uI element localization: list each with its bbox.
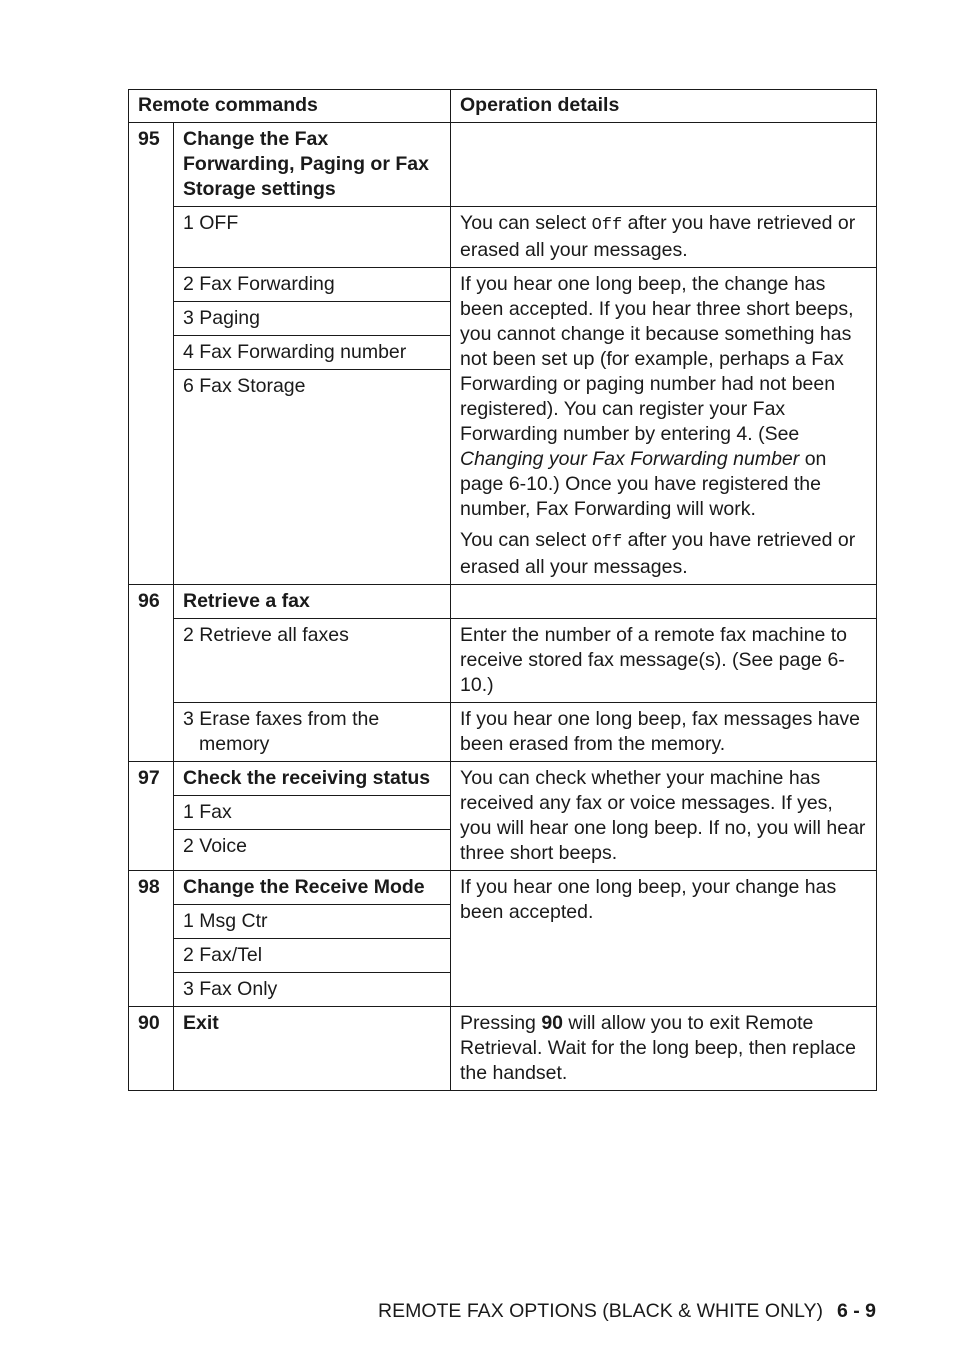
header-operation-details: Operation details [451, 90, 877, 123]
page-footer [0, 1300, 876, 1323]
table-row [129, 207, 877, 268]
subcommand-label: 3 Fax Only [174, 973, 451, 1007]
command-code: 96 [129, 585, 174, 762]
command-title: Retrieve a fax [174, 585, 451, 619]
detail-empty [451, 585, 877, 619]
table-header-row [129, 90, 877, 123]
command-title: Change the Fax Forwarding, Paging or Fax Storage settings [174, 123, 451, 207]
subcommand-label: 3 Paging [174, 302, 451, 336]
table-row [129, 585, 877, 619]
command-title: Change the Receive Mode [174, 871, 451, 905]
operation-detail: Pressing 90 will allow you to exit Remote Retrieval. Wait for the long beep, then replace the handset. [451, 1007, 877, 1091]
subcommand-label: 1 Fax [174, 796, 451, 830]
subcommand-label: 2 Retrieve all faxes [174, 619, 451, 703]
command-code: 98 [129, 871, 174, 1007]
detail-paragraph: You can select Off after you have retrieved or erased all your messages. [460, 529, 856, 578]
operation-detail: You can select Off after you have retrieved or erased all your messages. [451, 207, 877, 268]
table-row [129, 1007, 877, 1091]
page-number: 6 - 9 [836, 1300, 876, 1322]
table-row [129, 268, 877, 302]
table-row [129, 762, 877, 796]
subcommand-label: 1 Msg Ctr [174, 905, 451, 939]
remote-commands-table [128, 89, 877, 1091]
subcommand-label: 2 Voice [174, 830, 451, 871]
subcommand-label: 6 Fax Storage [174, 370, 451, 585]
detail-empty [451, 123, 877, 207]
subcommand-label: 2 Fax Forwarding [174, 268, 451, 302]
table-row [129, 703, 877, 762]
operation-detail [451, 268, 877, 585]
subcommand-label: 4 Fax Forwarding number [174, 336, 451, 370]
header-remote-commands: Remote commands [129, 90, 451, 123]
command-code: 90 [129, 1007, 174, 1091]
subcommand-label: 3 Erase faxes from the memory [174, 703, 451, 762]
table-row [129, 619, 877, 703]
operation-detail: Enter the number of a remote fax machine to receive stored fax message(s). (See page 6-10.) [451, 619, 877, 703]
command-code: 95 [129, 123, 174, 585]
subcommand-label: 2 Fax/Tel [174, 939, 451, 973]
table-row [129, 123, 877, 207]
table-row [129, 871, 877, 905]
command-title: Check the receiving status [174, 762, 451, 796]
footer-section-title: REMOTE FAX OPTIONS (BLACK & WHITE ONLY) [378, 1300, 823, 1322]
detail-paragraph: If you hear one long beep, the change has been accepted. If you hear three short beeps, you cannot change it because something has not been set up (for example, perhaps a Fax Forwarding or paging number had not been registered). You can register your Fax Forwarding number by entering 4. (See Changing your Fax Forwarding number on page 6-10.) Once you have registered the number, Fax Forwarding will work. [460, 273, 854, 520]
command-code: 97 [129, 762, 174, 871]
subcommand-label: 1 OFF [174, 207, 451, 268]
command-title: Exit [174, 1007, 451, 1091]
operation-detail: If you hear one long beep, fax messages have been erased from the memory. [451, 703, 877, 762]
operation-detail: You can check whether your machine has received any fax or voice messages. If yes, you will hear one long beep. If no, you will hear three short beeps. [451, 762, 877, 871]
operation-detail: If you hear one long beep, your change has been accepted. [451, 871, 877, 1007]
